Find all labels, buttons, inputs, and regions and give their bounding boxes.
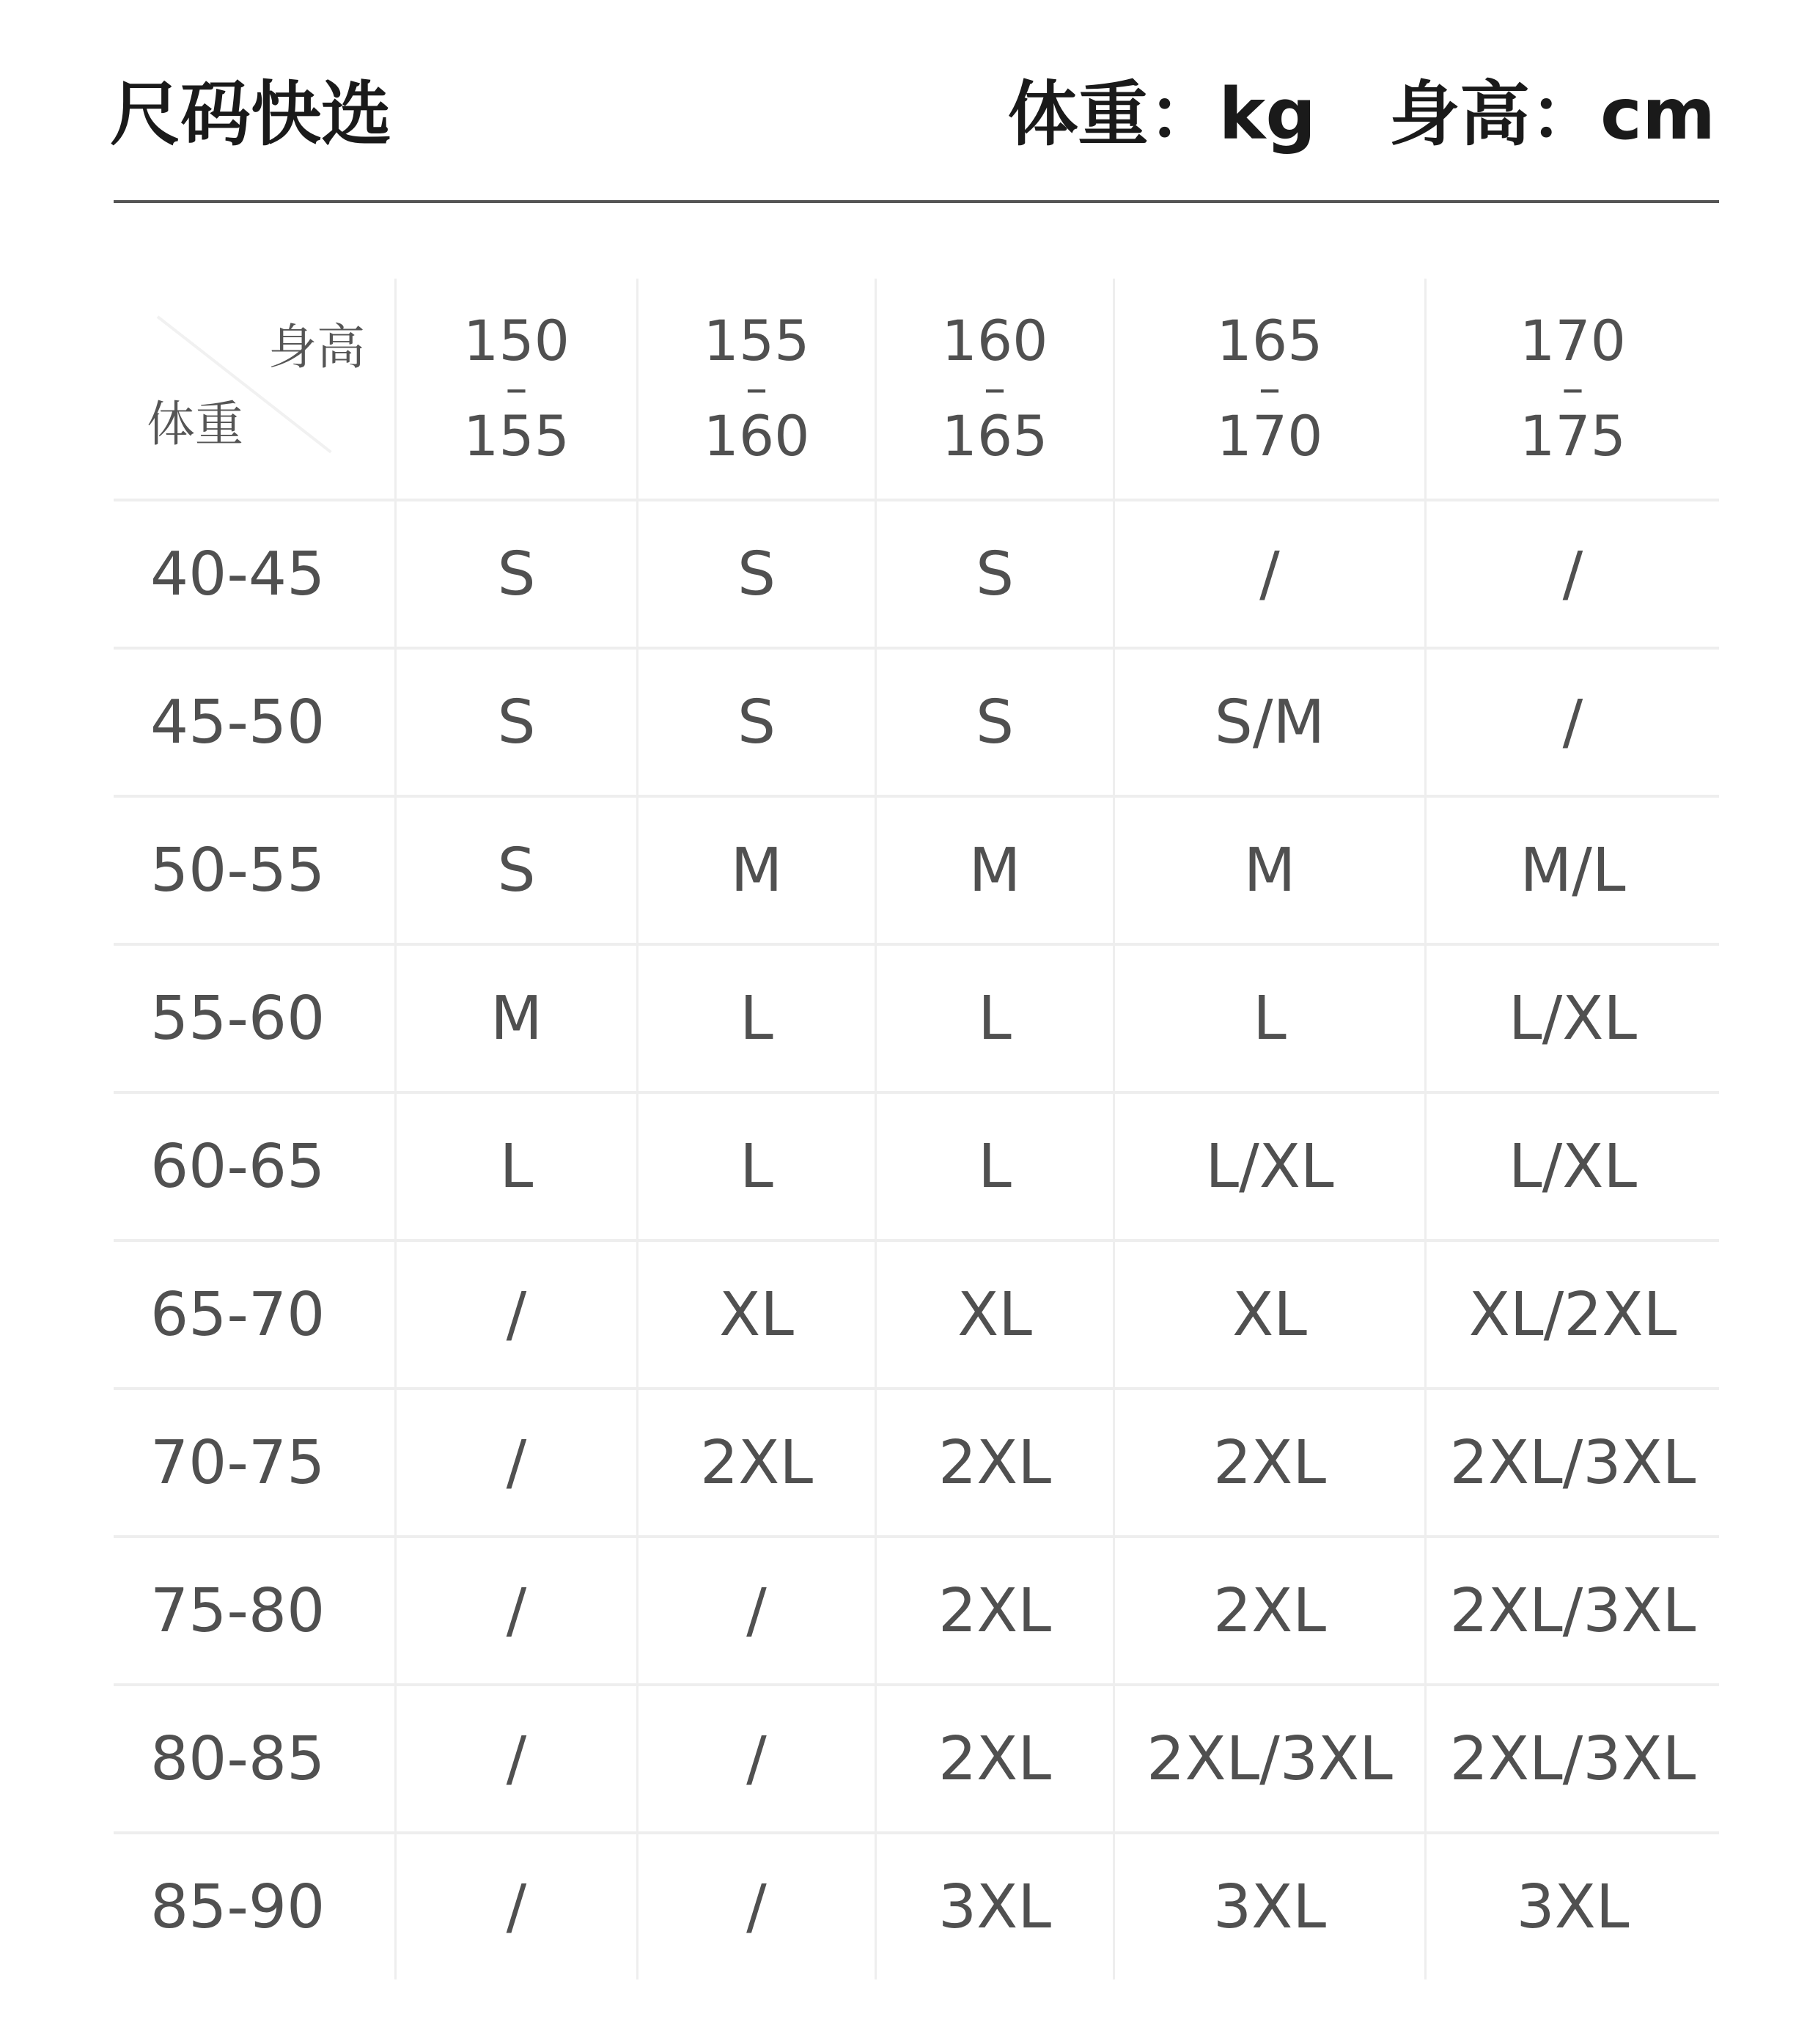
column-to: 170 <box>1216 403 1323 468</box>
column-from: 165 <box>1216 308 1323 373</box>
table-row <box>114 1242 1719 1390</box>
column-sep: – <box>984 363 1006 414</box>
size-cell: 2XL <box>636 1390 875 1535</box>
size-cell: S <box>875 501 1113 647</box>
weight-range-cell: 40-45 <box>150 539 325 609</box>
header-row <box>114 279 1719 501</box>
column-sep: – <box>505 363 528 414</box>
column-header <box>636 279 875 499</box>
weight-range-cell: 65-70 <box>150 1279 325 1350</box>
size-cell: 3XL <box>1424 1834 1719 1979</box>
size-cell: S <box>636 501 875 647</box>
size-cell: S <box>636 650 875 795</box>
column-from: 150 <box>463 308 570 373</box>
size-cell: / <box>636 1686 875 1831</box>
weight-range-cell: 60-65 <box>150 1131 325 1202</box>
size-cell: 2XL/3XL <box>1424 1686 1719 1831</box>
column-sep: – <box>1259 363 1281 414</box>
size-cell: XL <box>875 1242 1113 1387</box>
table-row <box>114 1094 1719 1242</box>
size-cell: M/L <box>1424 798 1719 943</box>
column-to: 160 <box>703 403 810 468</box>
size-cell: S/M <box>1113 650 1424 795</box>
table-row <box>114 946 1719 1094</box>
size-cell: / <box>394 1686 636 1831</box>
size-cell: L <box>394 1094 636 1239</box>
column-header <box>875 279 1113 499</box>
column-from: 155 <box>703 308 810 373</box>
size-cell: L/XL <box>1113 1094 1424 1239</box>
column-header <box>1424 279 1719 499</box>
column-header <box>394 279 636 499</box>
column-to: 165 <box>941 403 1048 468</box>
size-cell: S <box>394 501 636 647</box>
size-cell: 2XL <box>1113 1538 1424 1683</box>
table-row <box>114 1390 1719 1538</box>
size-cell: / <box>636 1834 875 1979</box>
size-cell: 3XL <box>1113 1834 1424 1979</box>
table-row <box>114 1538 1719 1686</box>
size-cell: / <box>1424 501 1719 647</box>
size-cell: / <box>394 1390 636 1535</box>
size-cell: S <box>394 798 636 943</box>
size-cell: 3XL <box>875 1834 1113 1979</box>
corner-weight-label: 体重 <box>147 396 243 452</box>
size-cell: 2XL <box>875 1390 1113 1535</box>
size-cell: M <box>1113 798 1424 943</box>
column-to: 175 <box>1519 403 1627 468</box>
column-to: 155 <box>463 403 570 468</box>
size-cell: M <box>394 946 636 1091</box>
size-cell: L <box>636 946 875 1091</box>
size-cell: XL <box>1113 1242 1424 1387</box>
weight-range-cell: 85-90 <box>150 1872 325 1942</box>
size-chart-table <box>114 279 1719 1979</box>
size-cell: 2XL <box>1113 1390 1424 1535</box>
weight-range-cell: 45-50 <box>150 687 325 757</box>
size-cell: / <box>394 1834 636 1979</box>
size-cell: M <box>875 798 1113 943</box>
unit-legend <box>1007 73 1716 155</box>
size-cell: / <box>636 1538 875 1683</box>
corner-cell <box>114 279 394 499</box>
size-cell: L <box>875 946 1113 1091</box>
size-cell: 2XL <box>875 1538 1113 1683</box>
corner-height-label: 身高 <box>268 319 365 375</box>
size-cell: / <box>394 1538 636 1683</box>
column-from: 170 <box>1519 308 1627 373</box>
size-cell: 2XL <box>875 1686 1113 1831</box>
size-cell: / <box>1424 650 1719 795</box>
height-unit-label: 身高：cm <box>1389 73 1715 155</box>
size-cell: L <box>1113 946 1424 1091</box>
size-cell: 2XL/3XL <box>1424 1538 1719 1683</box>
size-cell: 2XL/3XL <box>1424 1390 1719 1535</box>
table-row <box>114 650 1719 798</box>
size-cell: S <box>394 650 636 795</box>
size-cell: / <box>1113 501 1424 647</box>
title-divider <box>114 200 1719 203</box>
page-title: 尺码快选 <box>110 73 391 155</box>
size-cell: XL/2XL <box>1424 1242 1719 1387</box>
size-cell: L/XL <box>1424 1094 1719 1239</box>
weight-range-cell: 55-60 <box>150 983 325 1054</box>
column-header <box>1113 279 1424 499</box>
size-cell: L <box>636 1094 875 1239</box>
size-cell: / <box>394 1242 636 1387</box>
weight-range-cell: 80-85 <box>150 1724 325 1794</box>
column-from: 160 <box>941 308 1048 373</box>
size-cell: S <box>875 650 1113 795</box>
table-row <box>114 798 1719 946</box>
weight-unit-label: 体重：kg <box>1007 73 1317 155</box>
column-sep: – <box>1561 363 1584 414</box>
table-row <box>114 501 1719 650</box>
weight-range-cell: 70-75 <box>150 1427 325 1498</box>
size-cell: 2XL/3XL <box>1113 1686 1424 1831</box>
table-row <box>114 1834 1719 1979</box>
size-cell: M <box>636 798 875 943</box>
size-cell: XL <box>636 1242 875 1387</box>
column-sep: – <box>746 363 768 414</box>
table-row <box>114 1686 1719 1834</box>
table-body <box>114 501 1719 1979</box>
size-cell: L <box>875 1094 1113 1239</box>
size-cell: L/XL <box>1424 946 1719 1091</box>
weight-range-cell: 75-80 <box>150 1576 325 1646</box>
weight-range-cell: 50-55 <box>150 835 325 905</box>
